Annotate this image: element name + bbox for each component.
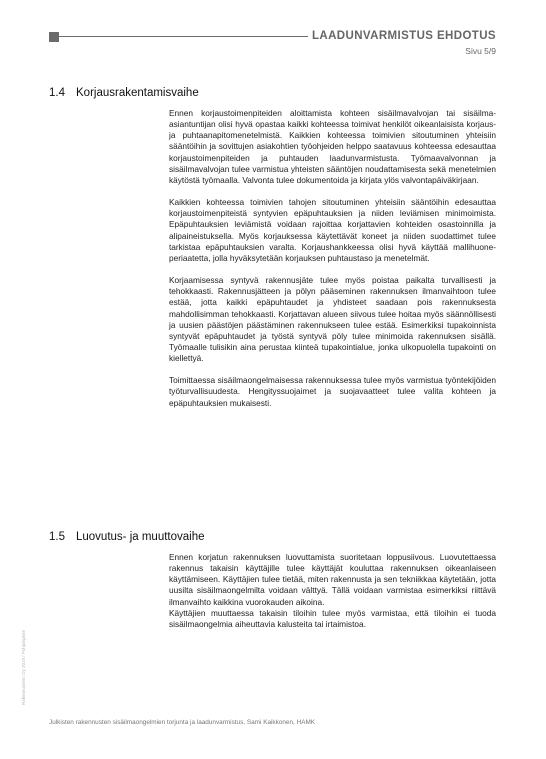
paragraph: Ennen korjatun rakennuksen luovuttamista suoritetaan loppusiivous. Luovutettaessa rakennus takaisin käyttäjille tulee käyttäjät kouluttaa rakennuksen oikeanlaiseen käyttämiseen. Käyttäjien tulee tietää, miten rakennusta ja sen tekniikkaa käytetään, jotta uusilta sisäilmaongelmilta voidaan välttyä. Tällä voidaan varmistaa esimerkiksi riittävä ilmanvaihto kaikkina vuorokauden aikoina.: [169, 552, 496, 607]
header-title: LAADUNVARMISTUS EHDOTUS: [308, 29, 496, 43]
paragraph: Kaikkien kohteessa toimivien tahojen sitoutuminen yhteisiin sääntöihin edesauttaa korjaustoimenpiteistä syntyvien epäpuhtauksien ja niiden leviämisen minimoimista. Epäpuhtauksien leviämistä voidaan rajoittaa korjattavien kohteiden osastoinnilla ja alipaineistuksella. Myös korjauksessa käytettävät koneet ja niiden suodattimet tulee tarkistaa epäpuhtauksien varalta. Korjaushankkeessa olisi hyvä käyttää mallihuone-periaatetta, jolla hyväksytetään korjauksen puhtaustaso ja menetelmät.: [169, 197, 496, 263]
header-square-marker: [49, 32, 59, 42]
section-number: 1.4: [49, 87, 65, 99]
side-margin-text: Rakennustieto Oy 2019 / Pohjoispiste: [21, 629, 26, 705]
page-footer: Julkisten rakennusten sisäilmaongelmien torjunta ja laadunvarmistus, Sami Kaikkonen, HAMK: [49, 719, 316, 726]
paragraph: Ennen korjaustoimenpiteiden aloittamista kohteen sisäilmavalvojan tai sisäilma-asiantuntijan olisi hyvä opastaa kaikki kohteessa toimivat henkilöt oikeanlaisista korjaus- ja puhtaanapitomenetelmistä. Kaikkien kohteessa toimivien sitoutuminen yhteisiin sääntöihin ja sovittujen asiakohtien työohjeiden helppo saatavuus kohteessa edesauttaa korjaustoimenpiteiden ja puhtauden laadunvarmistusta. Työmaavalvonnan ja sisäilmavalvojan tulee varmistua yhteisten sääntöjen noudattamisesta sekä menetelmien käytöstä työmaalla. Valvonta tulee dokumentoida ja kirjata ylös valvontapäiväkirjaan.: [169, 108, 496, 185]
paragraph: Toimittaessa sisäilmaongelmaisessa rakennuksessa tulee myös varmistua työntekijöiden työturvallisuudesta. Hengityssuojaimet ja suojavaatteet tulee valita kohteen ja epäpuhtauksien mukaisesti.: [169, 375, 496, 408]
section-title: Korjausrakentamisvaihe: [76, 87, 199, 99]
paragraph: Korjaamisessa syntyvä rakennusjäte tulee myös poistaa paikalta turvallisesti ja tehokkaasti. Rakennusjätteen ja pölyn pääseminen rakennuksen ilmanvaihtoon tulee estää, jotta kaikki epäpuhtaudet ja yhdisteet saadaan pois rakennuksesta mahdollisimman tehokkaasti. Korjattavan alueen siivous tulee hoitaa myös säännöllisesti ja uusien päästöjen päästäminen rakennukseen tulee estää. Esimerkiksi tupakoinnista syntyvät epäpuhtaudet ja työstä syntyvä pöly tulee minimoida rakennuksen sisällä. Työmaalle tulisikin aina perustaa kiinteä tupakointialue, jonka ulkopuolella tupakointi on kiellettyä.: [169, 275, 496, 364]
section-body: [169, 552, 496, 630]
page-number: Sivu 5/9: [465, 46, 496, 56]
section-number: 1.5: [49, 531, 65, 543]
section-body: [169, 108, 496, 409]
paragraph: Käyttäjien muuttaessa takaisin tiloihin tulee myös varmistaa, että tiloihin ei tuoda sisäilmaongelmia aiheuttavia kalusteita tai irtaimistoa.: [169, 607, 496, 629]
section-title: Luovutus- ja muuttovaihe: [76, 531, 205, 543]
